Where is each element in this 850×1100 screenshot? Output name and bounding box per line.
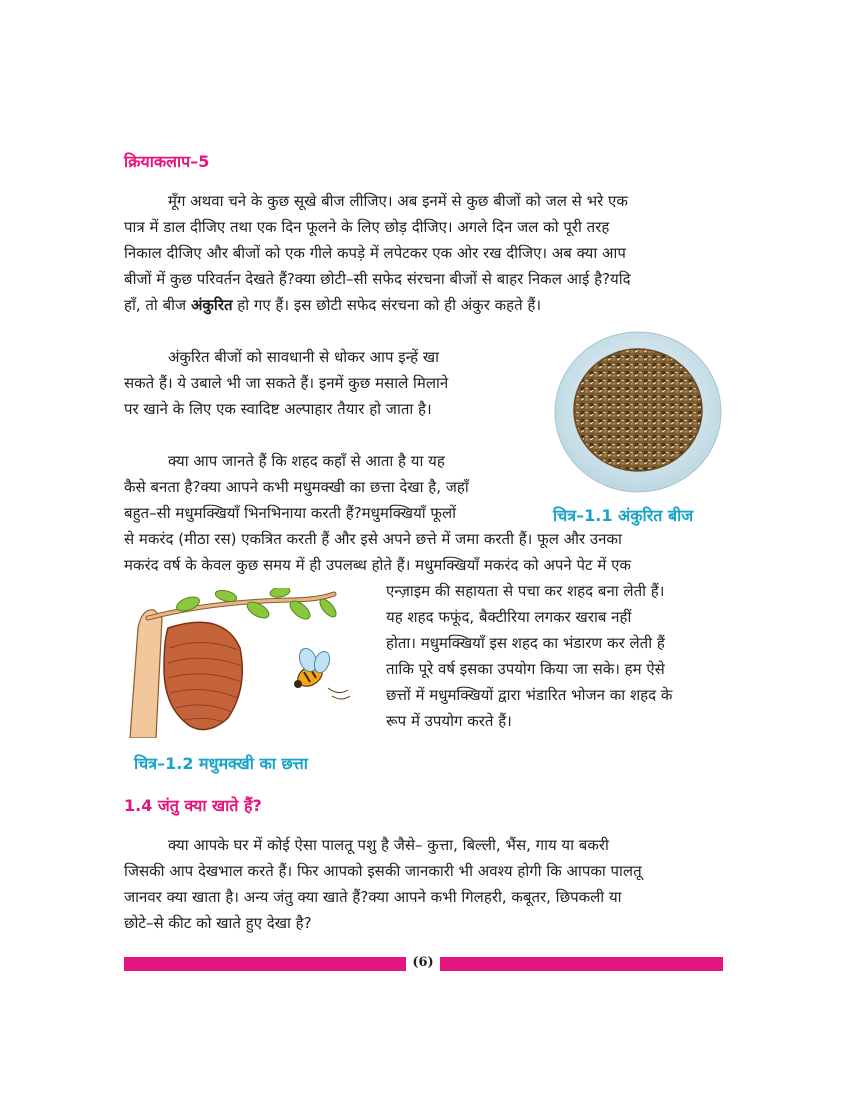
- text-line: बीजों में कुछ परिवर्तन देखते हैं?क्या छोटी–सी सफेद संरचना बीजों से बाहर निकल आई है?यदि: [124, 270, 631, 288]
- figure-1-2-caption: चित्र–1.2 मधुमक्खी का छत्ता: [134, 754, 308, 773]
- activity-paragraph-3-continued: [124, 526, 722, 578]
- activity-paragraph-1: [124, 188, 722, 318]
- text-line: क्या आप जानते हैं कि शहद कहाँ से आता है या यह: [168, 452, 445, 470]
- text-line: होता। मधुमक्खियाँ इस शहद का भंडारण कर लेती हैं: [386, 634, 665, 652]
- footer-bar-left: [124, 957, 406, 971]
- text-line: पात्र में डाल दीजिए तथा एक दिन फूलने के लिए छोड़ दीजिए। अगले दिन जल को पूरी तरह: [124, 218, 610, 236]
- section-heading: 1.4 जंतु क्या खाते हैं?: [124, 796, 262, 815]
- text-line: अंकुरित बीजों को सावधानी से धोकर आप इन्हें खा: [168, 348, 439, 366]
- text-line: ताकि पूरे वर्ष इसका उपयोग किया जा सके। हम ऐसे: [386, 660, 665, 678]
- text-line: यह शहद फफूंद, बैक्टीरिया लगकर खराब नहीं: [386, 608, 632, 626]
- text-line: छत्तों में मधुमक्खियों द्वारा भंडारित भोजन का शहद के: [386, 686, 673, 704]
- text-line: पर खाने के लिए एक स्वादिष्ट अल्पाहार तैयार हो जाता है।: [124, 400, 432, 418]
- text-line: एन्ज़ाइम की सहायता से पचा कर शहद बना लेती हैं।: [386, 582, 665, 600]
- beehive-illustration: [128, 588, 360, 738]
- page-number: (6): [412, 955, 434, 970]
- text-line: मूँग अथवा चने के कुछ सूखे बीज लीजिए। अब इनमें से कुछ बीजों को जल से भरे एक: [168, 192, 628, 210]
- text-line: से मकरंद (मीठा रस) एकत्रित करती हैं और इसे अपने छत्ते में जमा करती हैं। फूल और उनका: [124, 530, 622, 548]
- text-run: हाँ, तो बीज: [124, 296, 191, 314]
- text-line: जिसकी आप देखभाल करते हैं। फिर आपको इसकी जानकारी भी अवश्य होगी कि आपका पालतू: [124, 862, 642, 880]
- text-line: जानवर क्या खाता है। अन्य जंतु क्या खाते हैं?क्या आपने कभी गिलहरी, कबूतर, छिपकली या: [124, 888, 622, 906]
- keyword-ankurit: अंकुरित: [190, 296, 233, 314]
- section-paragraph: [124, 832, 722, 936]
- text-line: मकरंद वर्ष के केवल कुछ समय में ही उपलब्ध होते हैं। मधुमक्खियाँ मकरंद को अपने पेट में एक: [124, 556, 631, 574]
- activity-paragraph-3-right: [386, 578, 722, 734]
- text-line: [124, 292, 722, 318]
- text-run: हो गए हैं। इस छोटी सफेद संरचना को ही अंकुर कहते हैं।: [232, 296, 542, 314]
- sprouted-seeds-illustration: [553, 330, 723, 495]
- text-line: बहुत–सी मधुमक्खियाँ भिनभिनाया करती हैं?मधुमक्खियाँ फूलों: [124, 504, 457, 522]
- text-line: सकते हैं। ये उबाले भी जा सकते हैं। इनमें कुछ मसाले मिलाने: [124, 374, 449, 392]
- figure-1-1-caption: चित्र–1.1 अंकुरित बीज: [553, 506, 694, 525]
- text-line: छोटे–से कीट को खाते हुए देखा है?: [124, 914, 312, 932]
- text-line: क्या आपके घर में कोई ऐसा पालतू पशु है जैसे– कुत्ता, बिल्ली, भैंस, गाय या बकरी: [168, 836, 609, 854]
- activity-paragraph-3: [124, 448, 534, 526]
- activity-heading: क्रियाकलाप–5: [124, 152, 210, 171]
- footer-bar-right: [440, 957, 723, 971]
- text-line: निकाल दीजिए और बीजों को एक गीले कपड़े में लपेटकर एक ओर रख दीजिए। अब क्या आप: [124, 244, 626, 262]
- text-line: कैसे बनता है?क्या आपने कभी मधुमक्खी का छत्ता देखा है, जहाँ: [124, 478, 469, 496]
- text-line: रूप में उपयोग करते हैं।: [386, 712, 512, 730]
- activity-paragraph-2: [124, 344, 534, 422]
